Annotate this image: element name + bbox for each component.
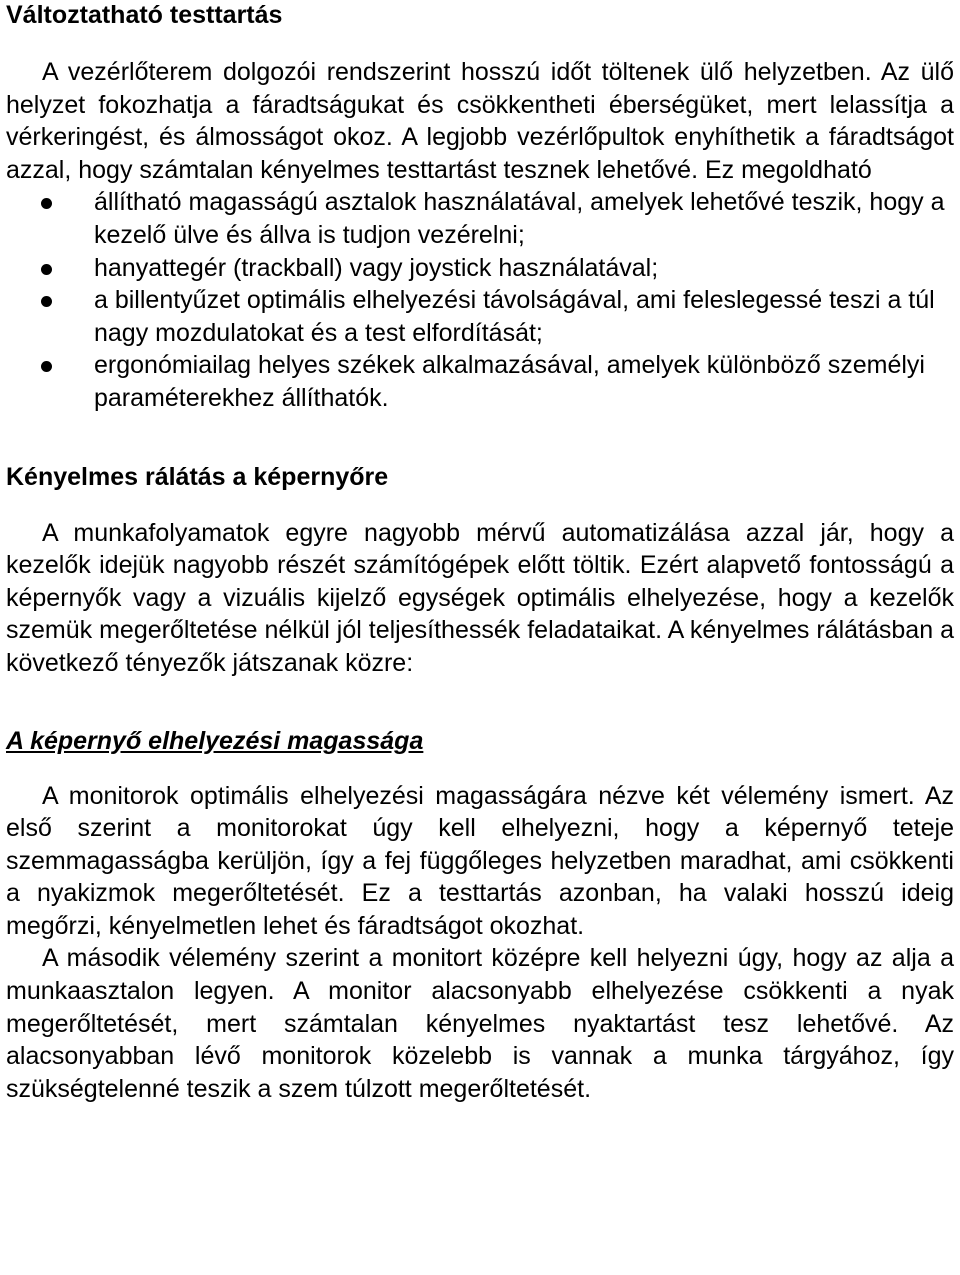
section-heading-screen-height: A képernyő elhelyezési magassága xyxy=(6,726,424,755)
section-heading-posture: Változtatható testtartás xyxy=(6,1,283,29)
bullet-icon xyxy=(41,264,52,275)
section-paragraph: A munkafolyamatok egyre nagyobb mérvű automatizálása azzal jár, hogy a kezelők idejük nagyobb részét számítógépek előtt töltik. Ezért alapvető fontosságú a képernyők vagy a vizuális kijelző egységek optimális elhelyezése, hogy a kezelők szemük megerőltetése nélkül jól teljesíthessék feladataikat. A kényelmes rálátásban a következő tényezők játszanak közre: xyxy=(6,518,954,677)
list-item xyxy=(94,186,954,251)
list-item-text: hanyattegér (trackball) vagy joystick használatával; xyxy=(94,253,659,282)
bullet-list-posture xyxy=(6,186,954,414)
list-item xyxy=(94,252,954,285)
list-item xyxy=(94,349,954,414)
section-paragraph: A második vélemény szerint a monitort középre kell helyezni úgy, hogy az alja a munkaasztalon legyen. A monitor alacsonyabb elhelyezése csökkenti a nyak megerőltetését, mert számtalan kényelmes nyaktartást tesz lehetővé. Az alacsonyabban lévő monitorok közelebb is vannak a munka tárgyához, így szükségtelenné teszik a szem túlzott megerőltetését. xyxy=(6,944,954,1103)
section-paragraph: A monitorok optimális elhelyezési magasságára nézve két vélemény ismert. Az első szerint a monitorokat úgy kell elhelyezni, hogy a képernyő teteje szemmagasságba kerüljön, így a fej függőleges helyzetben maradhat, ami csökkenti a nyakizmok megerőltetését. Ez a testtartás azonban, ha valaki hosszú ideig megőrzi, kényelmetlen lehet és fáradtságot okozhat. xyxy=(6,781,954,940)
list-item-text: ergonómiailag helyes székek alkalmazásával, amelyek különböző személyi paraméterekhez állíthatók. xyxy=(94,351,925,412)
bullet-icon xyxy=(41,198,52,209)
section-intro-posture: A vezérlőterem dolgozói rendszerint hosszú időt töltenek ülő helyzetben. Az ülő helyzet fokozhatja a fáradtságukat és csökkentheti éberségüket, mert lelassítja a vérkeringést, és álmosságot okoz. A legjobb vezérlőpultok enyhíthetik a fáradtságot azzal, hogy számtalan kényelmes testtartást tesznek lehetővé. Ez megoldható xyxy=(6,58,954,184)
bullet-icon xyxy=(41,296,52,307)
section-heading-screen-view: Kényelmes rálátás a képernyőre xyxy=(6,462,389,491)
list-item-text: állítható magasságú asztalok használatával, amelyek lehetővé teszik, hogy a kezelő ülve és állva is tudjon vezérelni; xyxy=(94,188,945,249)
list-item xyxy=(94,284,954,349)
list-item-text: a billentyűzet optimális elhelyezési távolságával, ami feleslegessé teszi a túl nagy mozdulatokat és a test elfordítását; xyxy=(94,286,935,347)
bullet-icon xyxy=(41,361,52,372)
